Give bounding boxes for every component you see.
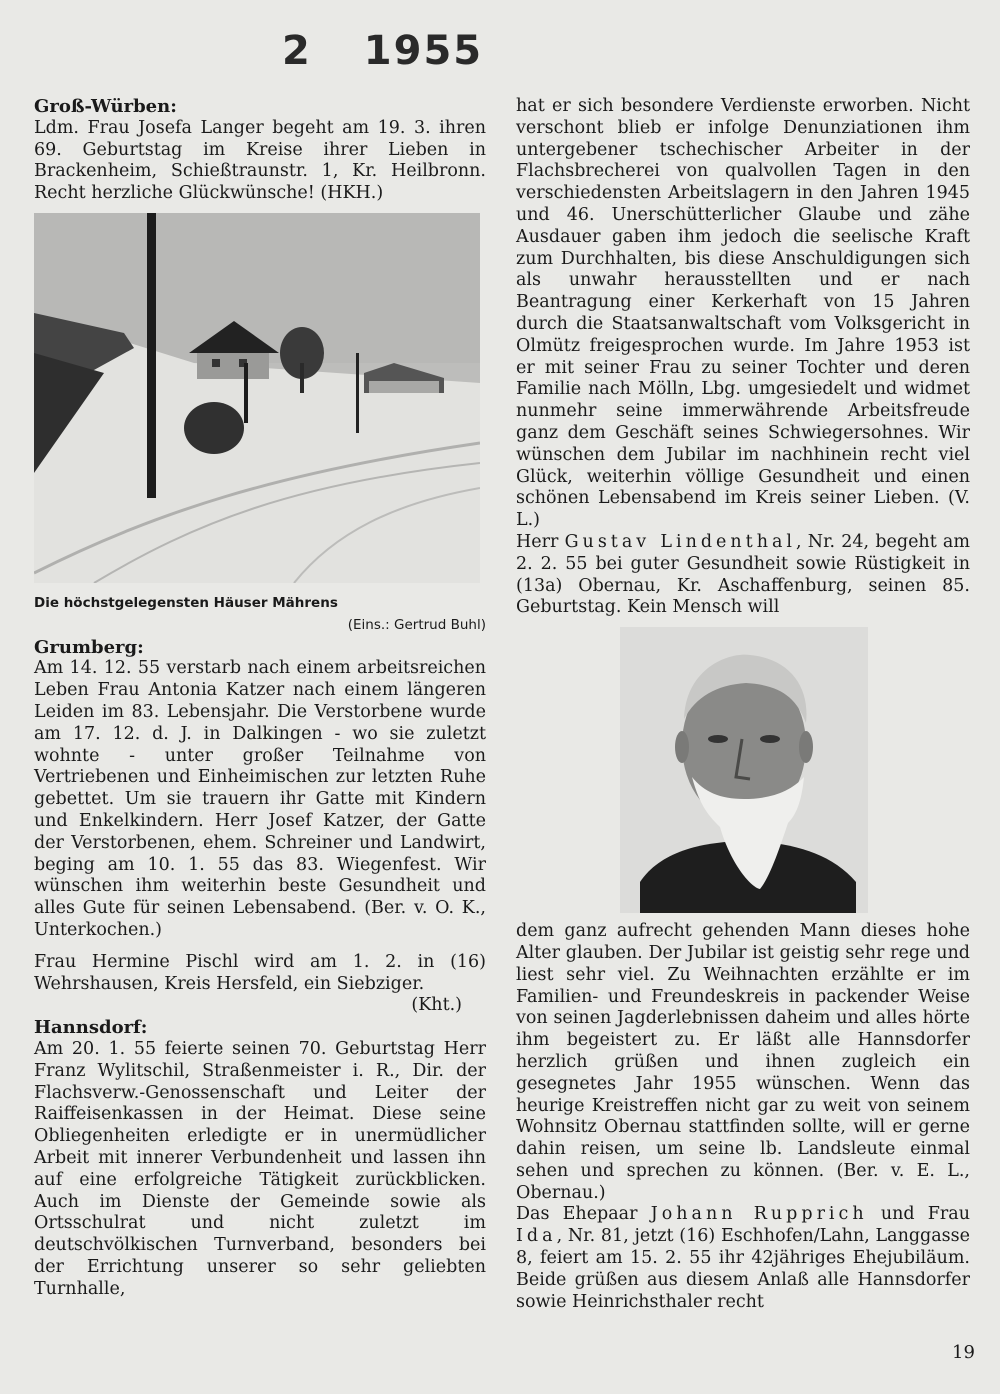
page-number: 19 — [952, 1342, 975, 1363]
section-heading-hannsdorf: Hannsdorf: — [34, 1017, 148, 1039]
section-heading-gross-wuerben: Groß-Würben: — [34, 96, 177, 117]
rupprich-and: und Frau — [880, 1204, 970, 1225]
rupprich-lead: Das Ehepaar — [516, 1204, 638, 1225]
photo-caption: Die höchstgelegensten Häuser Mährens — [34, 594, 338, 611]
issue-header — [282, 28, 483, 74]
article-pischl: Frau Hermine Pischl wird am 1. 2. in (16) Wehrshausen, Kreis Hersfeld, ein Siebziger. — [34, 951, 486, 994]
article-katzer: Am 14. 12. 55 verstarb nach einem arbeitsreichen Leben Frau Antonia Katzer nach einem längeren Leiden im 83. Lebensjahr. Die Verstorbene wurde am 17. 12. d. J. in Dalkingen - wo sie zuletzt wohnte - unter großer Teilnahme von Vertriebenen und Einheimischen zur letzten Ruhe gebettet. Um sie trauern ihr Gatte mit Kindern und Enkelkindern. Herr Josef Katzer, der Gatte der Verstorbenen, ehem. Schreiner und Landwirt, beging am 10. 1. 55 das 83. Wiegenfest. Wir wünschen ihm weiterhin beste Gesundheit und alles Gute für seinen Lebensabend. (Ber. v. O. K., Unterkochen.) — [34, 658, 486, 940]
lindenthal-name: Gustav Lindenthal — [564, 531, 796, 552]
article-wylitschil-continued: hat er sich besondere Verdienste erworben. Nicht verschont blieb er infolge Denunziationen ihm untergebener tschechischer Arbeiter in der Flachsbrecherei von qualvollen Tagen in den verschiedensten Arbeitslagern in den Jahren 1945 und 46. Unerschütterlicher Glaube und zähe Ausdauer gaben ihm jedoch die seelische Kraft zum Durchhalten, bis diese Anschuldigungen sich als unwahr herausstellten und er nach Beantragung einer Kerkerhaft von 15 Jahren durch die Staatsanwaltschaft vom Volksgericht in Olmütz freigesprochen wurde. Im Jahre 1953 ist er mit seiner Frau zu seiner Tochter und deren Familie nach Mölln, Lbg. umgesiedelt und widmet nunmehr seine immerwährende Arbeitsfreude ganz dem Geschäft seines Schwiegersohnes. Wir wünschen dem Jubilar im nachhinein recht viel Glück, weiterhin völlige Gesundheit und einen schönen Lebensabend im Kreis seiner Lieben. (V. L.) — [516, 96, 970, 531]
winter-landscape-illustration — [34, 213, 480, 583]
article-langer: Ldm. Frau Josefa Langer begeht am 19. 3. ihren 69. Geburtstag im Kreise ihrer Lieben in Brackenheim, Schießtraunstr. 1, Kr. Heilbronn. Recht herzliche Glückwünsche! (HKH.) — [34, 117, 486, 204]
left-column — [34, 96, 486, 1300]
rupprich-text: , Nr. 81, jetzt (16) Eschhofen/Lahn, Langgasse 8, feiert am 15. 2. 55 ihr 42jähriges Ehejubiläum. Beide grüßen aus diesem Anlaß alle Hannsdorfer sowie Heinrichsthaler recht — [516, 1226, 970, 1312]
photo-credit: (Eins.: Gertrud Buhl) — [347, 616, 486, 633]
portrait-photo — [620, 627, 868, 913]
winter-houses-photo — [34, 213, 480, 583]
article-lindenthal-continued: dem ganz aufrecht gehenden Mann dieses hohe Alter glauben. Der Jubilar ist geistig sehr rege und liest sehr viel. Zu Weihnachten erzählte er im Familien- und Freundeskreis in packender Weise von seinen Jagderlebnissen daheim und alles hörte ihm begeistert zu. Er läßt alle Hannsdorfer herzlich grüßen und ihnen zugleich ein gesegnetes Jahr 1955 wünschen. Wenn das heurige Kreistreffen nicht gar zu weit von seinem Wohnsitz Obernau stattfinden sollte, will er gerne dahin reisen, um seine lb. Landsleute einmal sehen und sprechen zu können. (Ber. v. E. L., Obernau.) — [516, 921, 970, 1203]
lindenthal-lead: Herr — [516, 531, 559, 552]
article-wylitschil: Am 20. 1. 55 feierte seinen 70. Geburtstag Herr Franz Wylitschil, Straßenmeister i. R., Dir. der Flachsverw.-Genossenschaft und Leiter der Raiffeisenkassen in der Heimat. Diese seine Obliegenheiten erledigte er in unermüdlicher Arbeit mit innerer Verbundenheit und lassen ihn auf eine erfolgreiche Tätigkeit zurückblicken. Auch im Dienste der Gemeinde sowie als Ortsschulrat und nicht zuletzt im deutschvölkischen Turnverband, besonders bei der Errichtung unserer so sehr geliebten Turnhalle, — [34, 1038, 486, 1299]
article-pischl-signature: (Kht.) — [411, 995, 462, 1016]
lindenthal-text: , Nr. 24, begeht am 2. 2. 55 bei guter Gesundheit sowie Rüstigkeit in (13a) Obernau, Kr. Aschaffenburg, seinen 85. Geburtstag. Kein Mensch will — [516, 531, 970, 618]
section-heading-grumberg: Grumberg: — [34, 636, 144, 658]
article-rupprich — [516, 1204, 970, 1313]
portrait-illustration — [620, 627, 868, 913]
issue-number: 2 — [282, 28, 312, 74]
rupprich-name: Johann Rupprich — [650, 1204, 868, 1225]
article-lindenthal — [516, 532, 970, 619]
issue-year: 1955 — [363, 28, 484, 74]
rupprich-wife-name: Ida — [516, 1226, 557, 1247]
right-column — [516, 96, 970, 1313]
